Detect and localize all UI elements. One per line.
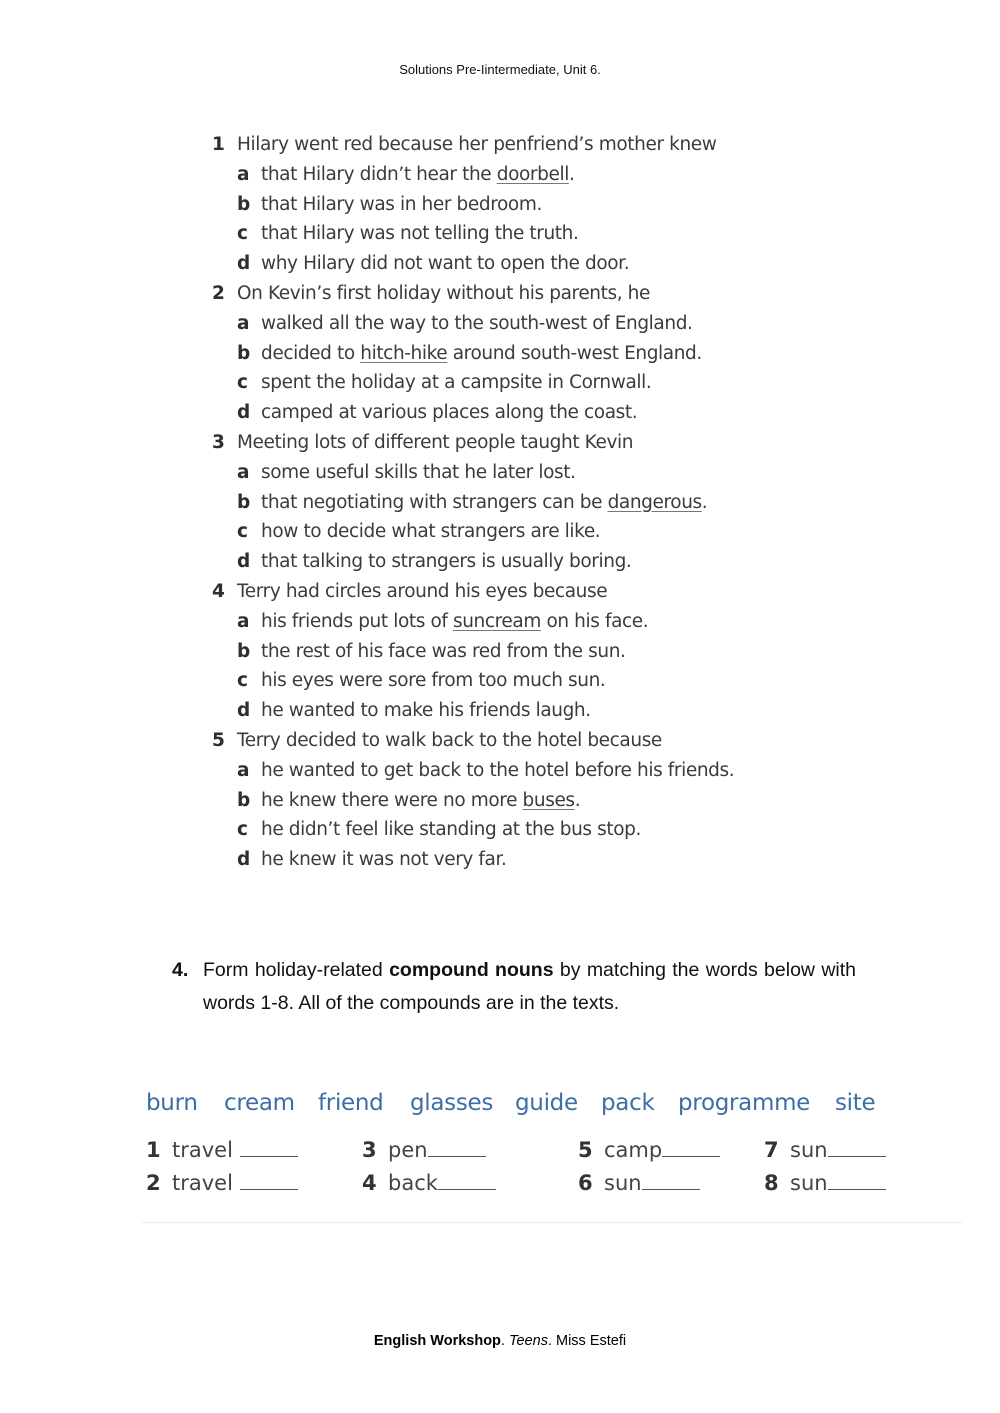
option-text: camped at various places along the coast. (261, 402, 638, 424)
compound-item: 8 sun (764, 1167, 886, 1199)
divider (142, 1222, 962, 1223)
option-text: that negotiating with strangers can be (261, 491, 608, 513)
answer-option[interactable] (212, 637, 812, 667)
word-bank-item: programme (678, 1090, 811, 1116)
answer-option[interactable] (212, 756, 812, 786)
option-text: he knew it was not very far. (261, 849, 507, 871)
exercise-number: 4. (172, 959, 189, 981)
option-letter: c (237, 223, 248, 245)
answer-blank[interactable] (428, 1136, 486, 1157)
answer-blank[interactable] (828, 1136, 886, 1157)
answer-option[interactable] (212, 368, 812, 398)
option-letter: b (237, 193, 250, 215)
word-bank-item: pack (601, 1090, 655, 1116)
word-bank-item: site (835, 1090, 876, 1116)
option-letter: a (237, 461, 250, 483)
question-stem (212, 279, 812, 309)
answer-blank[interactable] (828, 1169, 886, 1190)
option-letter: d (237, 551, 250, 573)
footer-bold: English Workshop (373, 1333, 501, 1349)
question-text: Meeting lots of different people taught Kevin (237, 431, 634, 453)
option-text: walked all the way to the south-west of England. (261, 312, 693, 334)
option-text: why Hilary did not want to open the door. (261, 253, 630, 275)
answer-option[interactable] (212, 398, 812, 428)
answer-blank[interactable] (662, 1136, 720, 1157)
option-letter: c (237, 819, 248, 841)
compound-item: 2 travel (146, 1167, 298, 1199)
question-number: 3 (212, 431, 225, 453)
question-number: 4 (212, 580, 225, 602)
option-text: he didn’t feel like standing at the bus stop. (261, 819, 641, 841)
option-text: his friends put lots of (261, 610, 453, 632)
answer-blank[interactable] (240, 1136, 298, 1157)
word-bank-item: guide (515, 1090, 578, 1116)
answer-option[interactable] (212, 309, 812, 339)
option-text: decided to (261, 342, 361, 364)
word-bank-item: burn (146, 1090, 198, 1116)
word-bank-item: friend (318, 1090, 384, 1116)
question-text: On Kevin’s first holiday without his parents, he (237, 282, 650, 304)
compound-item: 7 sun (764, 1134, 886, 1166)
answer-blank[interactable] (438, 1169, 496, 1190)
question-text: Terry decided to walk back to the hotel because (237, 729, 662, 751)
option-text: he knew there were no more (261, 789, 523, 811)
option-letter: b (237, 342, 250, 364)
answer-option[interactable] (212, 458, 812, 488)
page-footer: English Workshop. Teens. Miss Estefi (373, 1333, 627, 1349)
option-letter: b (237, 789, 250, 811)
option-letter: d (237, 402, 250, 424)
compound-grid (146, 1134, 906, 1204)
option-text-end: . (574, 789, 581, 811)
option-text: some useful skills that he later lost. (261, 461, 576, 483)
option-letter: b (237, 640, 250, 662)
option-letter: b (237, 491, 250, 513)
underlined-word: hitch-hike (360, 342, 448, 364)
answer-option[interactable] (212, 219, 812, 249)
answer-option[interactable] (212, 517, 812, 547)
question-stem (212, 130, 812, 160)
option-text: he wanted to make his friends laugh. (261, 700, 591, 722)
option-text: he wanted to get back to the hotel before his friends. (261, 759, 735, 781)
answer-option[interactable] (212, 160, 812, 190)
option-letter: a (237, 759, 250, 781)
answer-option[interactable] (212, 786, 812, 816)
option-text: spent the holiday at a campsite in Cornwall. (261, 372, 652, 394)
exercise-4-instructions (172, 954, 856, 1020)
option-text: that Hilary didn’t hear the (261, 163, 497, 185)
answer-option[interactable] (212, 815, 812, 845)
question-stem (212, 428, 812, 458)
compound-item: 1 travel (146, 1134, 298, 1166)
word-bank (146, 1090, 906, 1126)
question-number: 1 (212, 134, 225, 155)
answer-option[interactable] (212, 249, 812, 279)
question-text: Hilary went red because her penfriend’s mother knew (237, 134, 717, 155)
footer-italic: Teens (508, 1333, 548, 1349)
option-text: his eyes were sore from too much sun. (261, 670, 606, 692)
word-bank-item: glasses (410, 1090, 494, 1116)
compound-item: 6 sun (578, 1167, 700, 1199)
answer-option[interactable] (212, 696, 812, 726)
option-text-end: . (701, 491, 708, 513)
question-number: 2 (212, 282, 225, 304)
answer-option[interactable] (212, 339, 812, 369)
compound-item: 4 back (362, 1167, 496, 1199)
underlined-word: doorbell (496, 163, 569, 185)
text-after: by matching the words below with words 1-8. All of the compounds are in the texts. (203, 959, 857, 1014)
exercise-text (203, 954, 856, 1020)
compound-item: 3 pen (362, 1134, 486, 1166)
option-letter: a (237, 610, 250, 632)
answer-option[interactable] (212, 845, 812, 875)
option-text: how to decide what strangers are like. (261, 521, 601, 543)
comprehension-questions (212, 130, 812, 875)
option-letter: d (237, 253, 250, 275)
option-text-end: . (568, 163, 575, 185)
option-letter: c (237, 521, 248, 543)
word-bank-item: cream (224, 1090, 295, 1116)
answer-option[interactable] (212, 547, 812, 577)
answer-option[interactable] (212, 488, 812, 518)
option-text: that talking to strangers is usually boring. (261, 551, 632, 573)
answer-option[interactable] (212, 666, 812, 696)
option-text: the rest of his face was red from the sun. (261, 640, 626, 662)
page-header: Solutions Pre-Iintermediate, Unit 6. (399, 62, 601, 77)
answer-option[interactable] (212, 190, 812, 220)
option-letter: a (237, 163, 250, 185)
option-letter: d (237, 849, 250, 871)
option-letter: c (237, 670, 248, 692)
question-stem (212, 726, 812, 756)
option-text: that Hilary was not telling the truth. (261, 223, 579, 245)
answer-blank[interactable] (240, 1169, 298, 1190)
question-text: Terry had circles around his eyes because (237, 580, 608, 602)
underlined-word: dangerous (607, 491, 702, 513)
bold-term: compound nouns (389, 959, 554, 981)
option-letter: d (237, 700, 250, 722)
underlined-word: buses (522, 789, 575, 811)
option-text-end: around south-west England. (447, 342, 702, 364)
option-text: that Hilary was in her bedroom. (261, 193, 542, 215)
answer-option[interactable] (212, 607, 812, 637)
option-letter: a (237, 312, 250, 334)
text-before: Form holiday-related (203, 959, 390, 981)
option-letter: c (237, 372, 248, 394)
underlined-word: suncream (452, 610, 541, 632)
compound-item: 5 camp (578, 1134, 720, 1166)
question-stem (212, 577, 812, 607)
option-text-end: on his face. (540, 610, 649, 632)
answer-blank[interactable] (642, 1169, 700, 1190)
question-number: 5 (212, 729, 225, 751)
